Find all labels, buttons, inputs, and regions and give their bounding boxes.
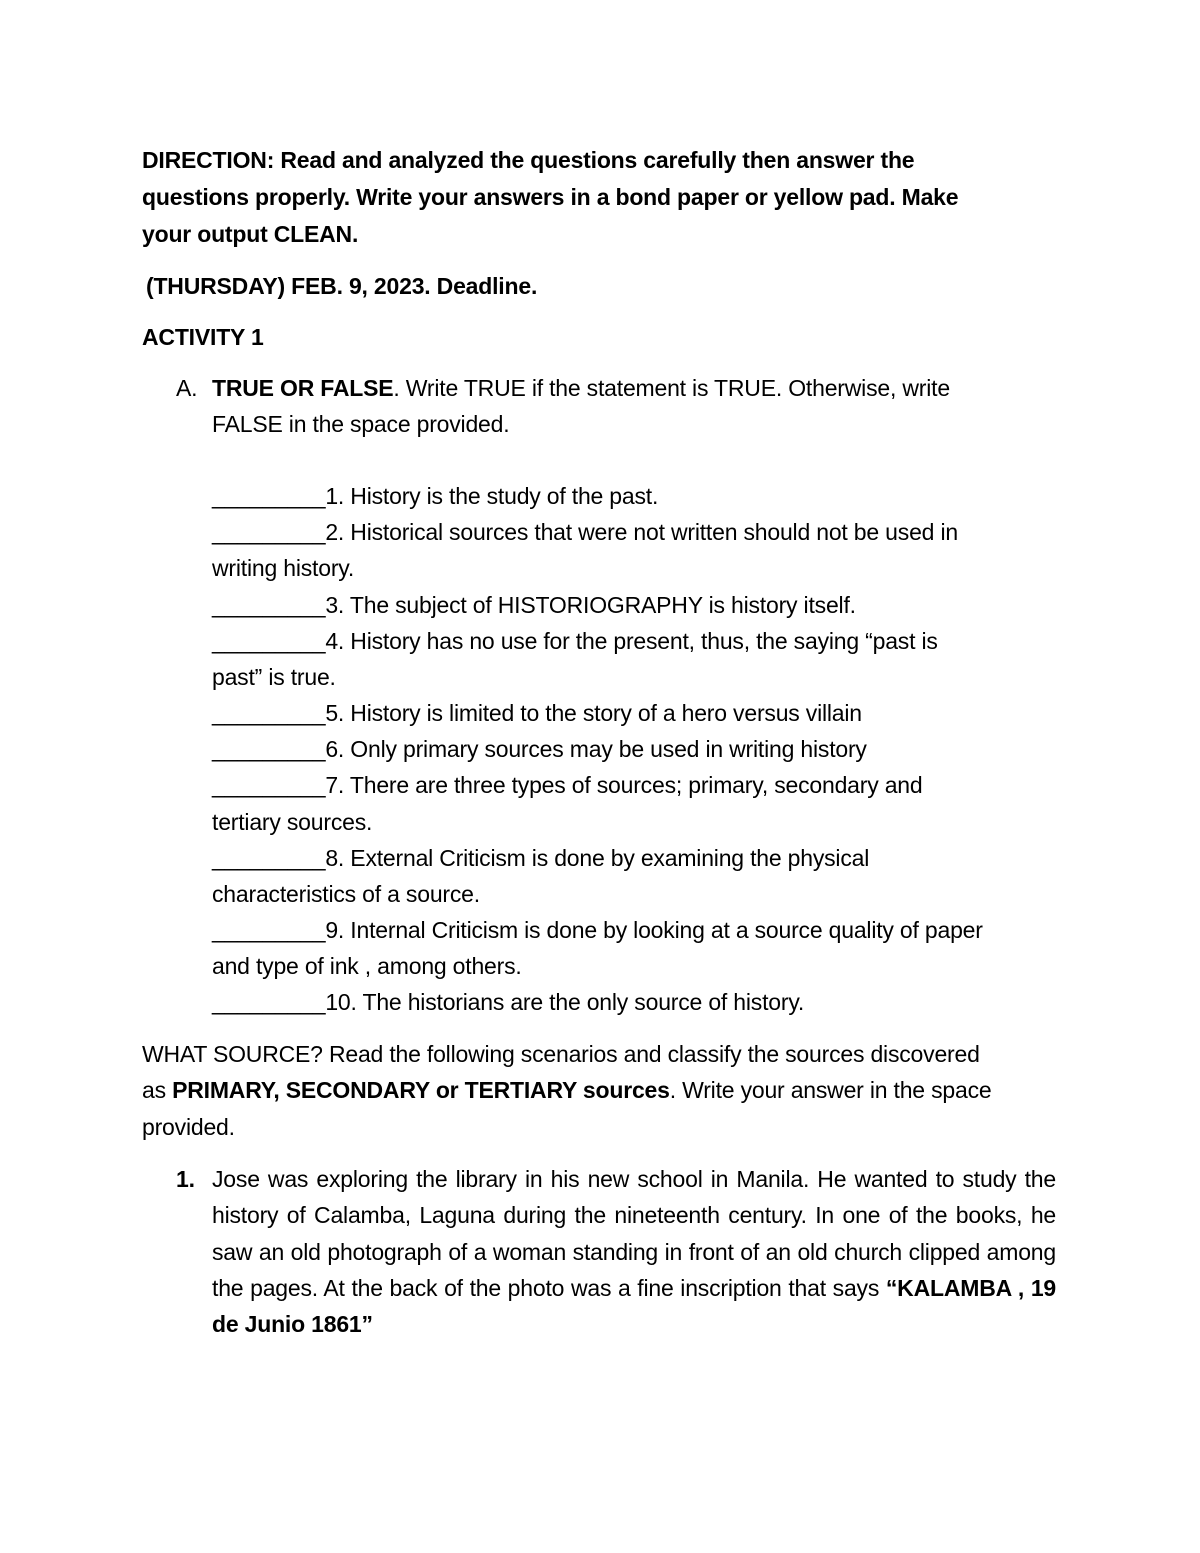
answer-blank: _________ [212, 592, 326, 618]
what-source-line-3: provided. [142, 1114, 235, 1140]
tf-item-8-continuation: characteristics of a source. [212, 881, 480, 907]
tf-statement: 10. The historians are the only source of history. [325, 989, 805, 1015]
tf-statement: 5. History is limited to the story of a hero versus villain [325, 700, 862, 726]
answer-blank: _________ [212, 772, 326, 798]
answer-blank: _________ [212, 845, 326, 871]
tf-item-4 [212, 623, 938, 659]
deadline: (THURSDAY) FEB. 9, 2023. Deadline. [146, 273, 538, 299]
answer-blank: _________ [212, 519, 326, 545]
tf-item-7-continuation: tertiary sources. [212, 809, 373, 835]
part-a-instruction-text: . Write TRUE if the statement is TRUE. Otherwise, write [393, 375, 950, 401]
tf-item-3 [212, 587, 856, 623]
scenario-1-quote: “KALAMBA , 19 de Junio 1861” [212, 1274, 1056, 1338]
tf-statement: 9. Internal Criticism is done by looking at a source quality of paper [325, 917, 983, 943]
part-a-heading: TRUE OR FALSE [212, 375, 394, 401]
tf-statement: 7. There are three types of sources; primary, secondary and [325, 772, 923, 798]
answer-blank: _________ [212, 736, 326, 762]
tf-statement: 1. History is the study of the past. [325, 483, 659, 509]
tf-item-1 [212, 478, 658, 514]
answer-blank: _________ [212, 700, 326, 726]
tf-item-9 [212, 912, 983, 948]
activity-title: ACTIVITY 1 [142, 324, 264, 350]
answer-blank: _________ [212, 628, 326, 654]
answer-blank: _________ [212, 483, 326, 509]
part-a-instruction-line-2: FALSE in the space provided. [212, 411, 510, 437]
tf-item-8 [212, 840, 869, 876]
what-source-prefix: as [142, 1077, 173, 1103]
answer-blank: _________ [212, 917, 326, 943]
tf-item-2-continuation: writing history. [212, 555, 355, 581]
what-source-bold: PRIMARY, SECONDARY or TERTIARY sources [172, 1077, 670, 1103]
scenario-1-body: Jose was exploring the library in his new school in Manila. He wanted to study the history of Calamba, Laguna during the nineteenth century. In one of the books, he saw an old photograph of a woman standing in front of an old church clipped among the pages. At the back of the photo was a fine inscription that says [212, 1166, 1056, 1301]
what-source-suffix: . Write your answer in the space [669, 1077, 992, 1103]
tf-item-9-continuation: and type of ink , among others. [212, 953, 522, 979]
part-a-instruction-line-1 [212, 370, 950, 406]
tf-item-5 [212, 695, 862, 731]
direction-line-3: your output CLEAN. [142, 221, 359, 247]
scenario-1-marker: 1. [176, 1166, 195, 1192]
what-source-line-2 [142, 1072, 991, 1108]
tf-statement: 3. The subject of HISTORIOGRAPHY is history itself. [325, 592, 856, 618]
tf-item-4-continuation: past” is true. [212, 664, 336, 690]
direction-line-2: questions properly. Write your answers in a bond paper or yellow pad. Make [142, 184, 959, 210]
direction-line-1: DIRECTION: Read and analyzed the questions carefully then answer the [142, 147, 915, 173]
tf-item-7 [212, 767, 922, 803]
what-source-line-1: WHAT SOURCE? Read the following scenarios and classify the sources discovered [142, 1041, 980, 1067]
tf-item-6 [212, 731, 867, 767]
scenario-1-text [212, 1161, 1056, 1342]
tf-item-2 [212, 514, 958, 550]
answer-blank: _________ [212, 989, 326, 1015]
tf-statement: 2. Historical sources that were not written should not be used in [325, 519, 958, 545]
tf-item-10 [212, 984, 804, 1020]
tf-statement: 4. History has no use for the present, thus, the saying “past is [325, 628, 938, 654]
part-a-marker: A. [176, 375, 198, 401]
tf-statement: 8. External Criticism is done by examining the physical [325, 845, 870, 871]
tf-statement: 6. Only primary sources may be used in writing history [325, 736, 867, 762]
